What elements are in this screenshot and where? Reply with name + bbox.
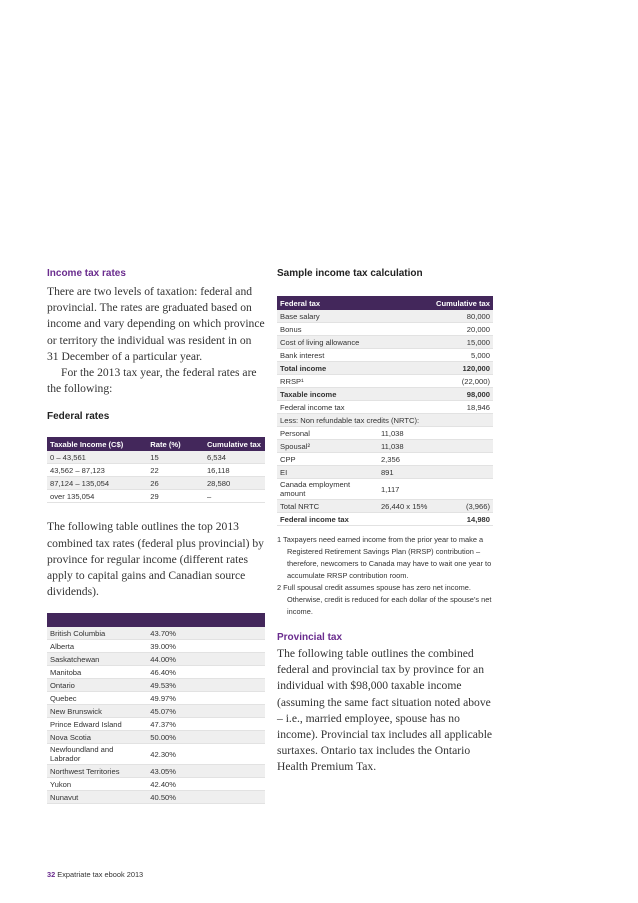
table-row bbox=[47, 778, 265, 791]
table-row bbox=[47, 477, 265, 490]
table-row bbox=[277, 414, 493, 427]
province-name: Saskatchewan bbox=[47, 653, 147, 666]
calc-value bbox=[433, 440, 493, 453]
table-row bbox=[277, 401, 493, 414]
table-row bbox=[277, 440, 493, 453]
province-name: Northwest Territories bbox=[47, 765, 147, 778]
calc-value bbox=[433, 427, 493, 440]
calc-mid-value bbox=[378, 323, 433, 336]
column-header-empty bbox=[378, 296, 433, 310]
column-header-empty bbox=[147, 613, 204, 627]
table-cell-empty bbox=[204, 744, 265, 765]
federal-rates-table bbox=[47, 437, 265, 503]
table-row bbox=[47, 765, 265, 778]
table-cell-empty bbox=[204, 692, 265, 705]
table-row bbox=[277, 388, 493, 401]
calc-mid-value: 11,038 bbox=[378, 427, 433, 440]
province-name: Ontario bbox=[47, 679, 147, 692]
table-row bbox=[277, 453, 493, 466]
table-cell: over 135,054 bbox=[47, 490, 147, 503]
province-rate: 43.70% bbox=[147, 627, 204, 640]
calc-value: 14,980 bbox=[433, 513, 493, 526]
provincial-rates-table bbox=[47, 613, 265, 804]
table-row bbox=[277, 375, 493, 388]
provincial-tax-heading: Provincial tax bbox=[277, 632, 343, 643]
province-rate: 42.30% bbox=[147, 744, 204, 765]
calc-label: Total income bbox=[277, 362, 378, 375]
table-cell: 0 – 43,561 bbox=[47, 451, 147, 464]
province-rate: 39.00% bbox=[147, 640, 204, 653]
table-cell-empty bbox=[204, 640, 265, 653]
table-row bbox=[47, 744, 265, 765]
calc-value: 98,000 bbox=[433, 388, 493, 401]
province-rate: 49.97% bbox=[147, 692, 204, 705]
provincial-tax-paragraph: The following table outlines the combined federal and provincial tax by province for an individual with $98,000 taxable income (assuming the same fact situation noted above – i.e., married employee, spouse has no income). Provincial tax includes all applicable surtaxes. Ontario tax includes the Ontario Health Premium Tax. bbox=[277, 647, 493, 774]
province-name: Nunavut bbox=[47, 791, 147, 804]
calc-value bbox=[433, 479, 493, 500]
calc-label: EI bbox=[277, 466, 378, 479]
province-name: New Brunswick bbox=[47, 705, 147, 718]
table-cell: 15 bbox=[147, 451, 204, 464]
province-rate: 50.00% bbox=[147, 731, 204, 744]
table-cell-empty bbox=[204, 627, 265, 640]
table-cell: 16,118 bbox=[204, 464, 265, 477]
calc-value: 15,000 bbox=[433, 336, 493, 349]
table-row bbox=[47, 705, 265, 718]
calc-label: Federal income tax bbox=[277, 401, 378, 414]
table-row bbox=[277, 349, 493, 362]
table-row bbox=[277, 323, 493, 336]
calc-label: Federal income tax bbox=[277, 513, 378, 526]
calc-mid-value bbox=[378, 310, 433, 323]
calc-mid-value bbox=[378, 513, 433, 526]
sample-calculation-table bbox=[277, 296, 493, 526]
calc-label: RRSP¹ bbox=[277, 375, 378, 388]
table-row bbox=[277, 513, 493, 526]
footer-title: Expatriate tax ebook 2013 bbox=[57, 870, 144, 879]
province-rate: 40.50% bbox=[147, 791, 204, 804]
table-cell-empty bbox=[204, 653, 265, 666]
right-column bbox=[277, 268, 493, 776]
province-rate: 42.40% bbox=[147, 778, 204, 791]
calc-value: 120,000 bbox=[433, 362, 493, 375]
calc-value bbox=[433, 466, 493, 479]
table-row bbox=[277, 362, 493, 375]
page-number: 32 bbox=[47, 870, 56, 879]
calc-mid-value bbox=[378, 388, 433, 401]
column-header: Taxable Income (C$) bbox=[47, 437, 147, 451]
table-row bbox=[47, 731, 265, 744]
table-cell: 28,580 bbox=[204, 477, 265, 490]
table-header-row bbox=[47, 437, 265, 451]
intro-paragraph: There are two levels of taxation: federal and provincial. The rates are graduated based on income and vary depending on which province or territory the individual was resident in on 31 December of a particular year. bbox=[47, 285, 265, 363]
table-cell-empty bbox=[204, 731, 265, 744]
table-cell: 6,534 bbox=[204, 451, 265, 464]
calc-mid-value bbox=[378, 349, 433, 362]
column-header: Cumulative tax bbox=[433, 296, 493, 310]
calc-mid-value: 891 bbox=[378, 466, 433, 479]
province-rate: 47.37% bbox=[147, 718, 204, 731]
table-row bbox=[47, 653, 265, 666]
table-row bbox=[47, 627, 265, 640]
table-row bbox=[47, 791, 265, 804]
table-cell-empty bbox=[204, 679, 265, 692]
table-row bbox=[277, 310, 493, 323]
table-header-row bbox=[277, 296, 493, 310]
table-row bbox=[47, 666, 265, 679]
calc-mid-value: 26,440 x 15% bbox=[378, 500, 433, 513]
calc-value bbox=[433, 453, 493, 466]
column-header: Rate (%) bbox=[147, 437, 204, 451]
table-row bbox=[47, 679, 265, 692]
table-header-row bbox=[47, 613, 265, 627]
province-name: Nova Scotia bbox=[47, 731, 147, 744]
calc-label: Base salary bbox=[277, 310, 378, 323]
table-cell-empty bbox=[204, 718, 265, 731]
calc-label: Less: Non refundable tax credits (NRTC): bbox=[277, 414, 493, 427]
table-cell-empty bbox=[204, 791, 265, 804]
sample-calculation-heading: Sample income tax calculation bbox=[277, 268, 423, 279]
calc-label: Bank interest bbox=[277, 349, 378, 362]
federal-rates-heading: Federal rates bbox=[47, 411, 110, 423]
calc-value: (22,000) bbox=[433, 375, 493, 388]
province-name: Quebec bbox=[47, 692, 147, 705]
table-cell: 29 bbox=[147, 490, 204, 503]
province-rate: 43.05% bbox=[147, 765, 204, 778]
province-name: Newfoundland and Labrador bbox=[47, 744, 147, 765]
column-header: Federal tax bbox=[277, 296, 378, 310]
table-cell-empty bbox=[204, 666, 265, 679]
table-row bbox=[277, 427, 493, 440]
calc-label: Personal bbox=[277, 427, 378, 440]
table-row bbox=[277, 479, 493, 500]
column-header-empty bbox=[204, 613, 265, 627]
table-cell-empty bbox=[204, 778, 265, 791]
table-cell: 43,562 – 87,123 bbox=[47, 464, 147, 477]
province-rate: 49.53% bbox=[147, 679, 204, 692]
calc-label: Canada employment amount bbox=[277, 479, 378, 500]
table-row bbox=[277, 466, 493, 479]
table-cell-empty bbox=[204, 705, 265, 718]
table-cell: – bbox=[204, 490, 265, 503]
province-name: Manitoba bbox=[47, 666, 147, 679]
column-header-empty bbox=[47, 613, 147, 627]
combined-rates-paragraph: The following table outlines the top 2013 combined tax rates (federal plus provincial) by province for regular income (different rates apply to capital gains and Canadian source dividends). bbox=[47, 520, 264, 599]
table-row bbox=[47, 464, 265, 477]
province-rate: 46.40% bbox=[147, 666, 204, 679]
calc-label: Total NRTC bbox=[277, 500, 378, 513]
calc-label: Bonus bbox=[277, 323, 378, 336]
calc-label: Taxable income bbox=[277, 388, 378, 401]
table-row bbox=[47, 640, 265, 653]
table-cell: 87,124 – 135,054 bbox=[47, 477, 147, 490]
footnotes bbox=[277, 534, 493, 618]
calc-mid-value bbox=[378, 362, 433, 375]
federal-rates-intro-text: For the 2013 tax year, the federal rates are the following: bbox=[47, 366, 257, 396]
table-row bbox=[47, 692, 265, 705]
calc-value: 18,946 bbox=[433, 401, 493, 414]
calc-value: (3,966) bbox=[433, 500, 493, 513]
calc-value: 5,000 bbox=[433, 349, 493, 362]
calc-value: 20,000 bbox=[433, 323, 493, 336]
table-cell: 22 bbox=[147, 464, 204, 477]
calc-mid-value bbox=[378, 401, 433, 414]
calc-label: CPP bbox=[277, 453, 378, 466]
table-cell: 26 bbox=[147, 477, 204, 490]
province-name: British Columbia bbox=[47, 627, 147, 640]
calc-mid-value bbox=[378, 375, 433, 388]
province-rate: 44.00% bbox=[147, 653, 204, 666]
province-name: Prince Edward Island bbox=[47, 718, 147, 731]
left-column bbox=[47, 268, 265, 804]
calc-mid-value bbox=[378, 336, 433, 349]
footnote: 2 Full spousal credit assumes spouse has zero net income. Otherwise, credit is reduced for each dollar of the spouse’s net income. bbox=[277, 583, 492, 616]
table-row bbox=[277, 500, 493, 513]
calc-label: Cost of living allowance bbox=[277, 336, 378, 349]
footnote: 1 Taxpayers need earned income from the prior year to make a Registered Retirement Savings Plan (RRSP) contribution – therefore, newcomers to Canada may have to wait one year to accumulate RRSP contribution room. bbox=[277, 535, 492, 580]
table-cell-empty bbox=[204, 765, 265, 778]
province-name: Yukon bbox=[47, 778, 147, 791]
calc-mid-value: 1,117 bbox=[378, 479, 433, 500]
province-rate: 45.07% bbox=[147, 705, 204, 718]
calc-value: 80,000 bbox=[433, 310, 493, 323]
column-header: Cumulative tax bbox=[204, 437, 265, 451]
table-row bbox=[47, 490, 265, 503]
table-row bbox=[47, 451, 265, 464]
calc-mid-value: 2,356 bbox=[378, 453, 433, 466]
page-footer bbox=[47, 870, 143, 879]
calc-label: Spousal² bbox=[277, 440, 378, 453]
table-row bbox=[277, 336, 493, 349]
province-name: Alberta bbox=[47, 640, 147, 653]
income-tax-rates-heading: Income tax rates bbox=[47, 268, 126, 279]
federal-rates-intro bbox=[47, 365, 265, 397]
calc-mid-value: 11,038 bbox=[378, 440, 433, 453]
table-row bbox=[47, 718, 265, 731]
